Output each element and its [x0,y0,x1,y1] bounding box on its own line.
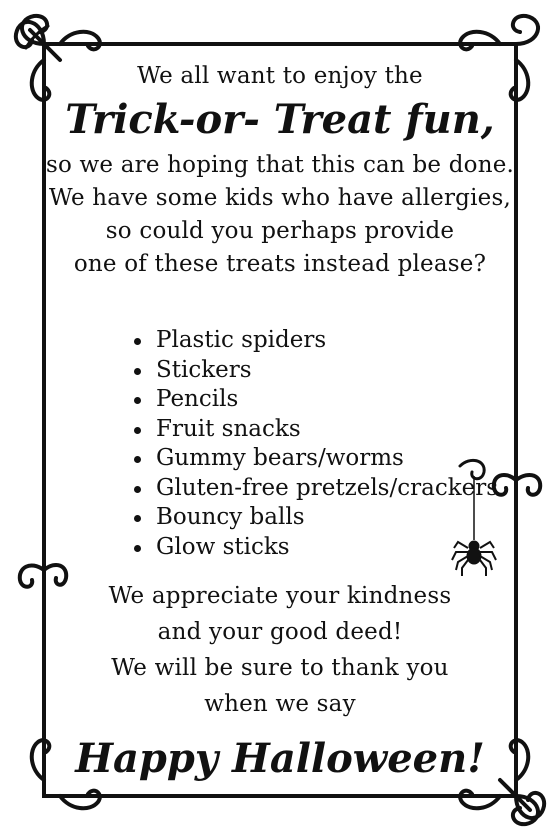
intro-line-3: We have some kids who have allergies, [49,185,511,211]
closing-block [0,578,560,784]
closing-line-3: We will be sure to thank you [111,655,449,681]
list-item: Pencils [130,385,498,415]
list-item: Gummy bears/worms [130,444,498,474]
treat-list [130,326,498,562]
list-item: Bouncy balls [130,503,498,533]
intro-line-5: one of these treats instead please? [73,251,487,277]
script-signoff: Happy Halloween! [75,735,485,782]
intro-line-2: so we are hoping that this can be done. [45,152,515,178]
intro-line-1: We all want to enjoy the [137,63,423,89]
intro-block [0,60,560,281]
list-item: Gluten-free pretzels/crackers [130,474,498,504]
script-heading: Trick-or- Treat fun, [65,96,495,143]
list-item: Fruit snacks [130,415,498,445]
closing-line-1: We appreciate your kindness [108,583,452,609]
closing-line-2: and your good deed! [157,619,403,645]
list-item: Stickers [130,356,498,386]
closing-line-4: when we say [204,691,356,717]
list-item: Plastic spiders [130,326,498,356]
list-item: Glow sticks [130,533,498,563]
intro-line-4: so could you perhaps provide [105,218,455,244]
